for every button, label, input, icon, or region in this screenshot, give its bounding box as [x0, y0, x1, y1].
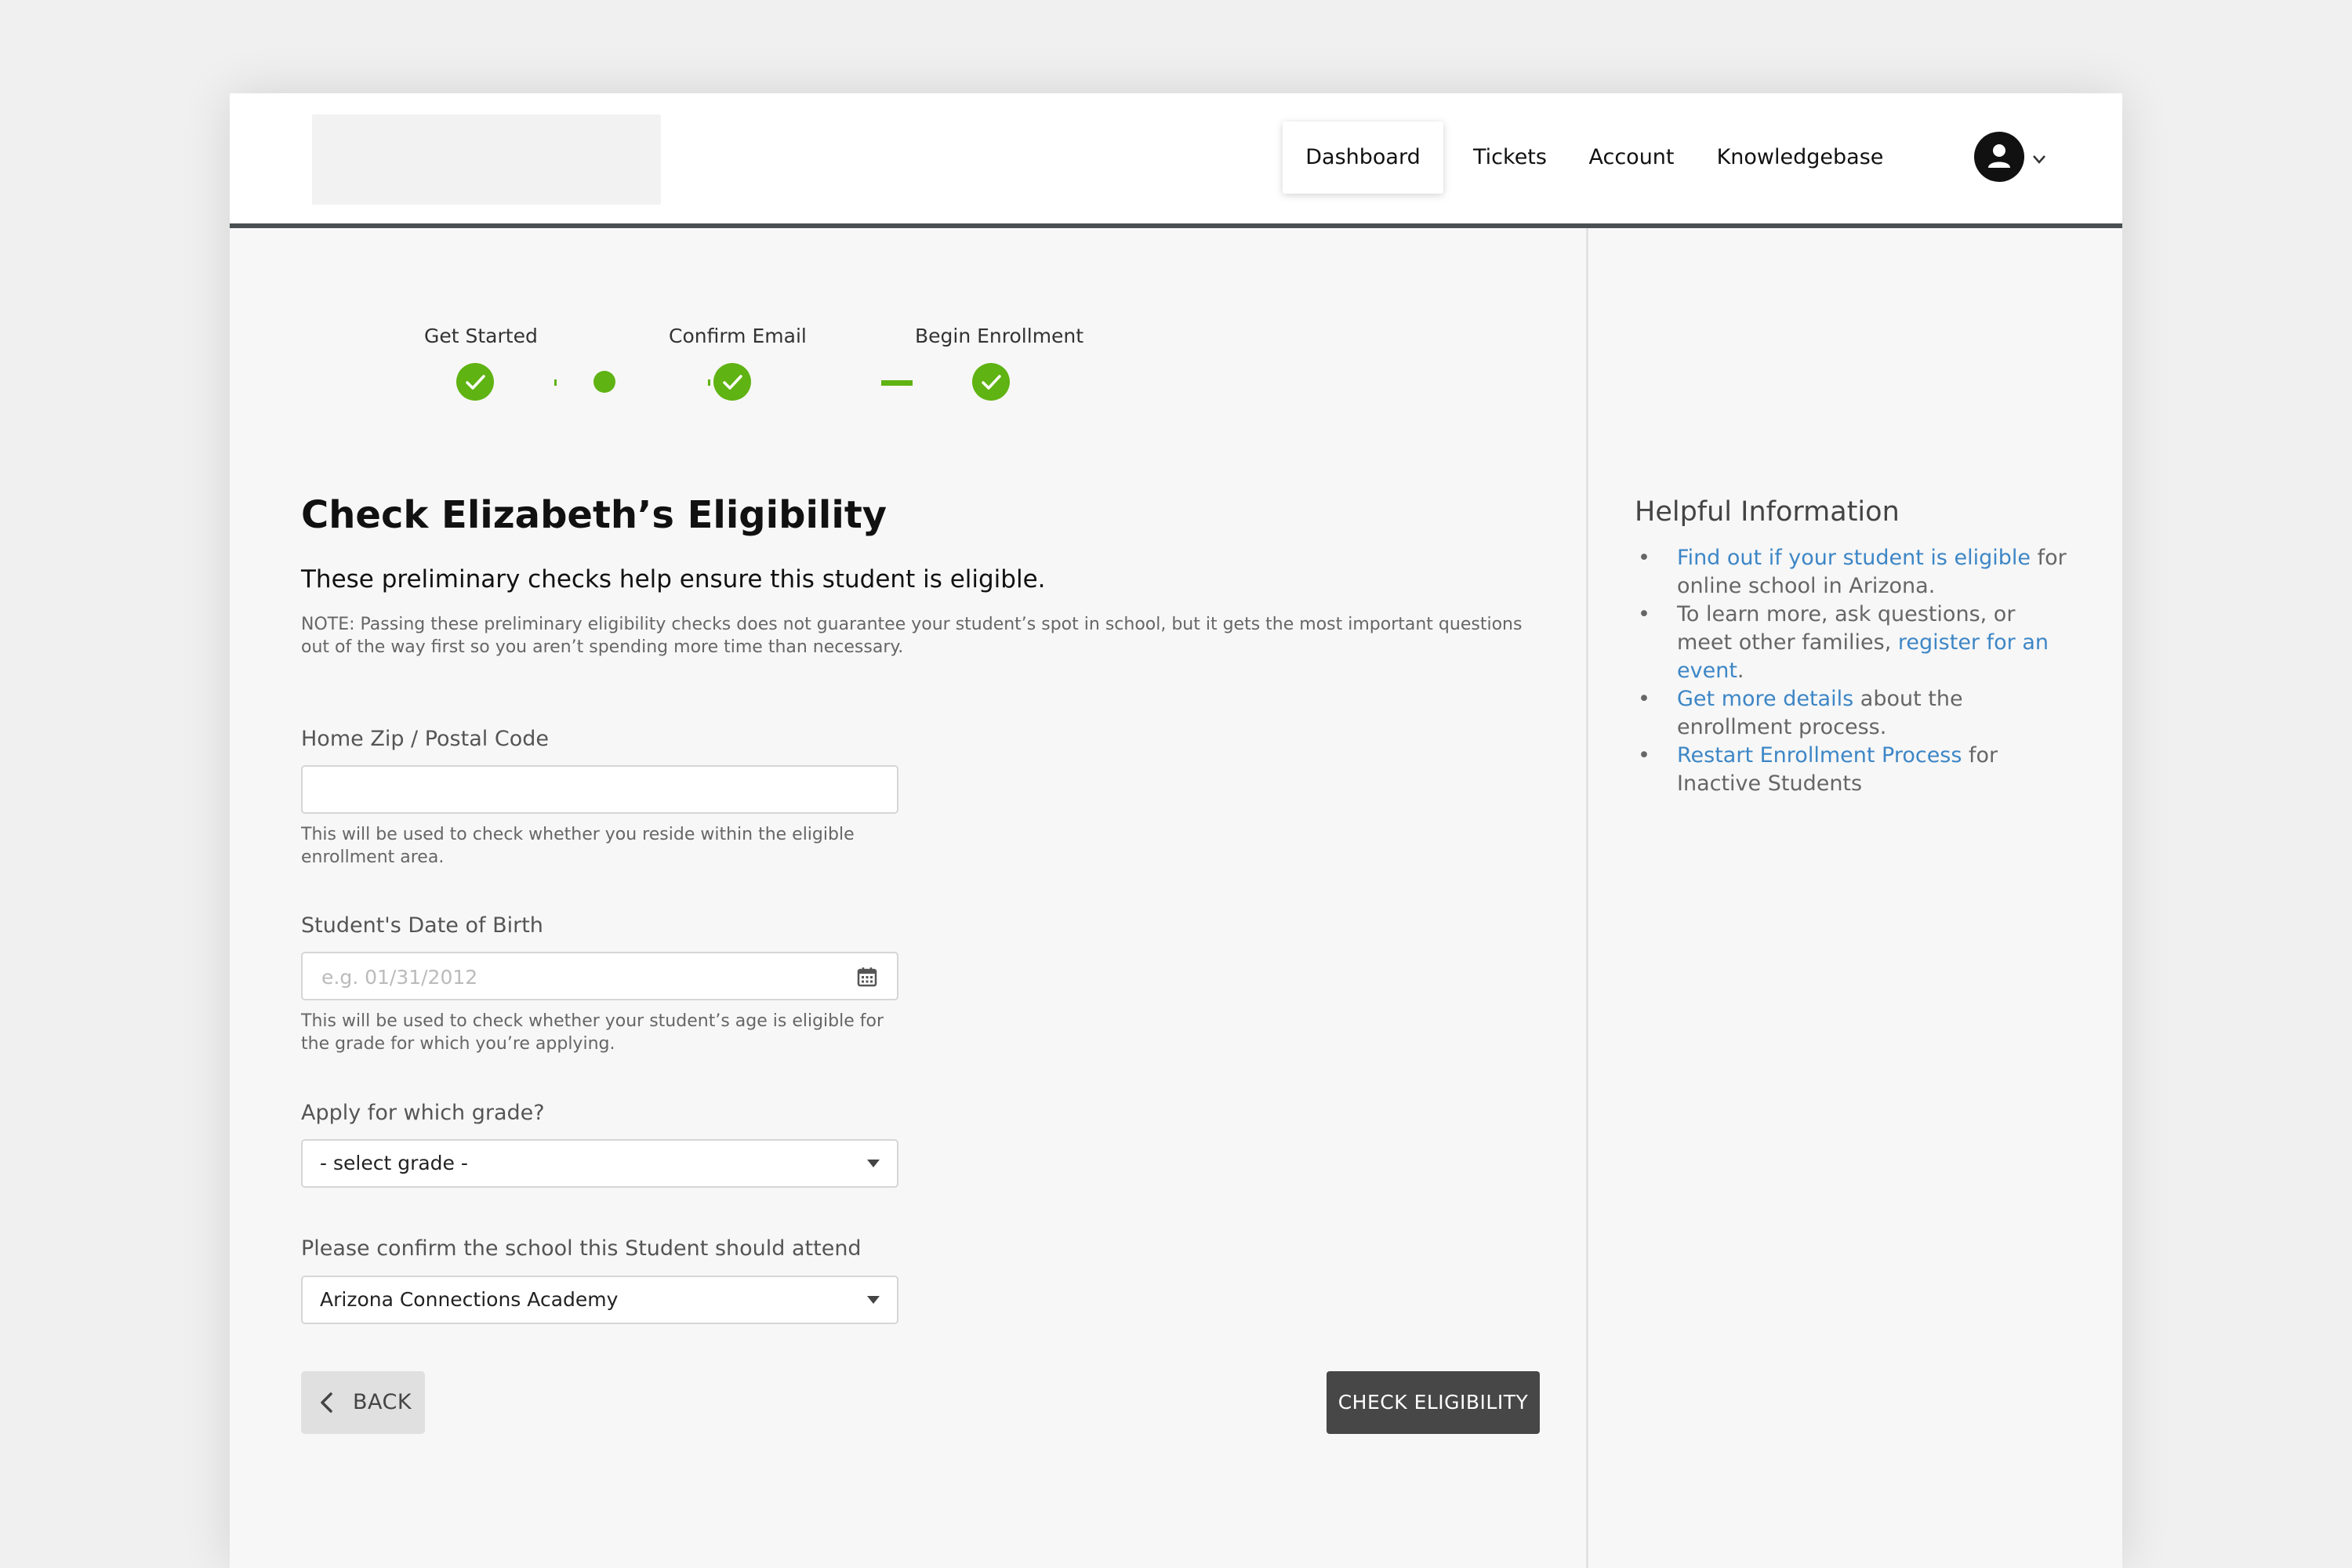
list-item-text: .: [1737, 659, 1744, 683]
list-item-text: for Inactive Students: [1677, 743, 1998, 796]
bullet-icon: •: [1638, 602, 1650, 626]
step-label-get-started: Get Started: [424, 325, 538, 347]
school-select-value: Arizona Connections Academy: [320, 1288, 619, 1311]
eligibility-note: NOTE: Passing these preliminary eligibility checks does not guarantee your student’s spot in school, but it gets the most important questions out of the way first so you aren’t spending more time than necessary.: [301, 615, 1523, 657]
school-label: Please confirm the school this Student should attend: [301, 1236, 862, 1261]
list-item: [1635, 601, 2074, 685]
helpful-info-list: [1635, 544, 2074, 798]
nav-dashboard[interactable]: Dashboard: [1283, 122, 1443, 194]
back-button[interactable]: [301, 1371, 425, 1434]
step-connector: [881, 380, 913, 386]
back-button-label: BACK: [353, 1390, 412, 1414]
grade-select-value: - select grade -: [320, 1152, 468, 1174]
bullet-icon: •: [1638, 687, 1650, 711]
chevron-left-icon: [318, 1392, 336, 1414]
list-item-text: for online school in Arizona.: [1677, 546, 2067, 598]
list-item-text: about the enrollment process.: [1677, 687, 1963, 739]
user-avatar-icon[interactable]: [1974, 132, 2024, 182]
dob-label: Student's Date of Birth: [301, 913, 543, 938]
page-title: Check Elizabeth’s Eligibility: [301, 493, 887, 537]
step-check-icon: [972, 363, 1010, 401]
zip-field-wrapper: [301, 765, 898, 814]
caret-down-icon: [867, 1296, 880, 1304]
zip-helper: This will be used to check whether you reside within the eligible enrollment area.: [301, 825, 855, 867]
nav-account[interactable]: Account: [1588, 145, 1675, 169]
page-subtitle: These preliminary checks help ensure this student is eligible.: [301, 565, 1046, 593]
zip-label: Home Zip / Postal Code: [301, 727, 549, 751]
eligibility-link[interactable]: Find out if your student is eligible: [1677, 546, 2031, 570]
step-connector: [708, 379, 710, 386]
top-header: [230, 93, 2122, 228]
step-check-icon: [456, 363, 494, 401]
step-label-begin-enrollment: Begin Enrollment: [915, 325, 1084, 347]
app-window: [230, 93, 2122, 1568]
zip-input[interactable]: [320, 767, 840, 814]
step-progress-dot: [593, 371, 615, 393]
step-connector: [554, 379, 557, 386]
step-label-confirm-email: Confirm Email: [669, 325, 807, 347]
main-nav: [230, 122, 2122, 194]
list-item: [1635, 742, 2074, 798]
calendar-icon[interactable]: [856, 966, 878, 988]
helpful-info-title: Helpful Information: [1635, 496, 1900, 528]
list-item-text: To learn more, ask questions, or meet other families,: [1677, 602, 2016, 655]
column-divider: [1586, 228, 1588, 1568]
caret-down-icon: [867, 1160, 880, 1167]
check-eligibility-button[interactable]: CHECK ELIGIBILITY: [1327, 1371, 1540, 1434]
grade-label: Apply for which grade?: [301, 1101, 545, 1125]
dob-field-wrapper: [301, 952, 898, 1000]
register-event-link[interactable]: register for an event: [1677, 630, 2049, 683]
list-item: [1635, 544, 2074, 601]
dob-helper: This will be used to check whether your student’s age is eligible for the grade for which you’re applying.: [301, 1011, 884, 1054]
bullet-icon: •: [1638, 546, 1650, 570]
step-check-icon: [713, 363, 751, 401]
restart-enrollment-link[interactable]: Restart Enrollment Process: [1677, 743, 1962, 768]
grade-select[interactable]: [301, 1139, 898, 1188]
nav-tickets[interactable]: Tickets: [1473, 145, 1547, 169]
list-item: [1635, 685, 2074, 742]
dob-input[interactable]: [320, 953, 840, 1000]
chevron-down-icon[interactable]: [2031, 151, 2048, 168]
more-details-link[interactable]: Get more details: [1677, 687, 1854, 711]
school-select[interactable]: [301, 1276, 898, 1324]
nav-knowledgebase[interactable]: Knowledgebase: [1716, 145, 1884, 169]
bullet-icon: •: [1638, 743, 1650, 768]
